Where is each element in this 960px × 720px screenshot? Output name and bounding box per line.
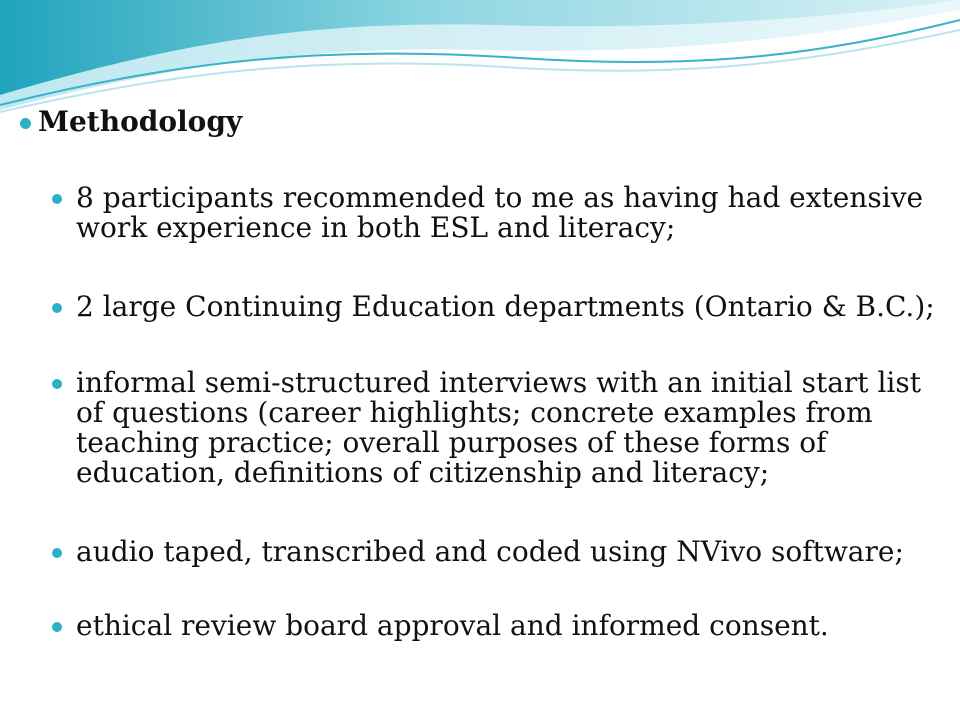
bullet-icon — [52, 548, 62, 558]
list-item — [76, 611, 946, 641]
heading-text: Methodology — [38, 105, 243, 138]
list-item — [76, 183, 946, 243]
bullet-icon — [52, 622, 62, 632]
list-item — [76, 537, 946, 567]
list-item — [76, 292, 946, 322]
list-item-text: audio taped, transcribed and coded using NVivo software; — [76, 535, 904, 568]
bullet-icon — [52, 379, 62, 389]
bullet-icon — [52, 194, 62, 204]
section-heading — [38, 104, 242, 140]
bullet-icon — [20, 118, 31, 129]
list-item-text: 8 participants recommended to me as having had extensive work experience in both ESL and literacy; — [76, 181, 924, 244]
list-item-text: ethical review board approval and informed consent. — [76, 609, 829, 642]
list-item — [76, 368, 946, 488]
list-item-text: 2 large Continuing Education departments (Ontario & B.C.); — [76, 290, 935, 323]
list-item-text: informal semi-structured interviews with an initial start list of questions (career highlights; concrete examples from teaching practice; overall purposes of these forms of education, definitions of citizenship and literacy; — [76, 366, 921, 489]
bullet-icon — [52, 303, 62, 313]
